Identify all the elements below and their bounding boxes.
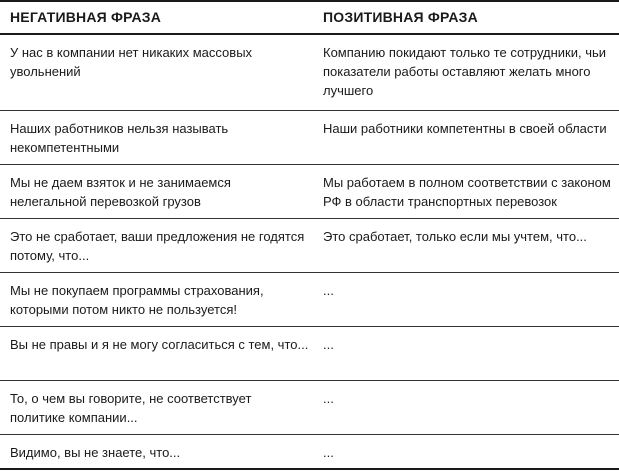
positive-phrase-cell: Компанию покидают только те сотрудники, чьи показатели работы оставляют желать много лучшего bbox=[323, 45, 607, 98]
negative-phrase-cell: У нас в компании нет никаких массовых увольнений bbox=[10, 45, 253, 79]
bottom-border bbox=[0, 468, 619, 470]
positive-phrase-cell: Наши работники компетентны в своей области bbox=[323, 121, 607, 136]
table-header bbox=[0, 0, 619, 33]
negative-phrase-cell: То, о чем вы говорите, не соответствует политике компании... bbox=[10, 391, 252, 425]
negative-phrase-cell: Мы не покупаем программы страхования, которыми потом никто не пользуется! bbox=[10, 283, 264, 317]
table-row bbox=[0, 165, 619, 218]
header-negative-phrase: НЕГАТИВНАЯ ФРАЗА bbox=[10, 9, 162, 25]
table-row bbox=[0, 273, 619, 326]
positive-phrase-cell: ... bbox=[323, 445, 334, 460]
negative-phrase-cell: Вы не правы и я не могу согласиться с тем, что... bbox=[10, 337, 309, 352]
header-positive-phrase: ПОЗИТИВНАЯ ФРАЗА bbox=[323, 9, 478, 25]
table-row bbox=[0, 381, 619, 434]
negative-phrase-cell: Это не сработает, ваши предложения не годятся потому, что... bbox=[10, 229, 305, 263]
negative-phrase-cell: Видимо, вы не знаете, что... bbox=[10, 445, 181, 460]
negative-phrase-cell: Мы не даем взяток и не занимаемся нелегальной перевозкой грузов bbox=[10, 175, 231, 209]
table-row bbox=[0, 327, 619, 380]
positive-phrase-cell: ... bbox=[323, 337, 334, 352]
positive-phrase-cell: ... bbox=[323, 391, 334, 406]
table-row bbox=[0, 35, 619, 110]
table-row bbox=[0, 219, 619, 272]
positive-phrase-cell: ... bbox=[323, 283, 334, 298]
positive-phrase-cell: Мы работаем в полном соответствии с законом РФ в области транспортных перевозок bbox=[323, 175, 611, 209]
negative-phrase-cell: Наших работников нельзя называть некомпетентными bbox=[10, 121, 229, 155]
table-row bbox=[0, 435, 619, 468]
positive-phrase-cell: Это сработает, только если мы учтем, что... bbox=[323, 229, 587, 244]
table-row bbox=[0, 111, 619, 164]
